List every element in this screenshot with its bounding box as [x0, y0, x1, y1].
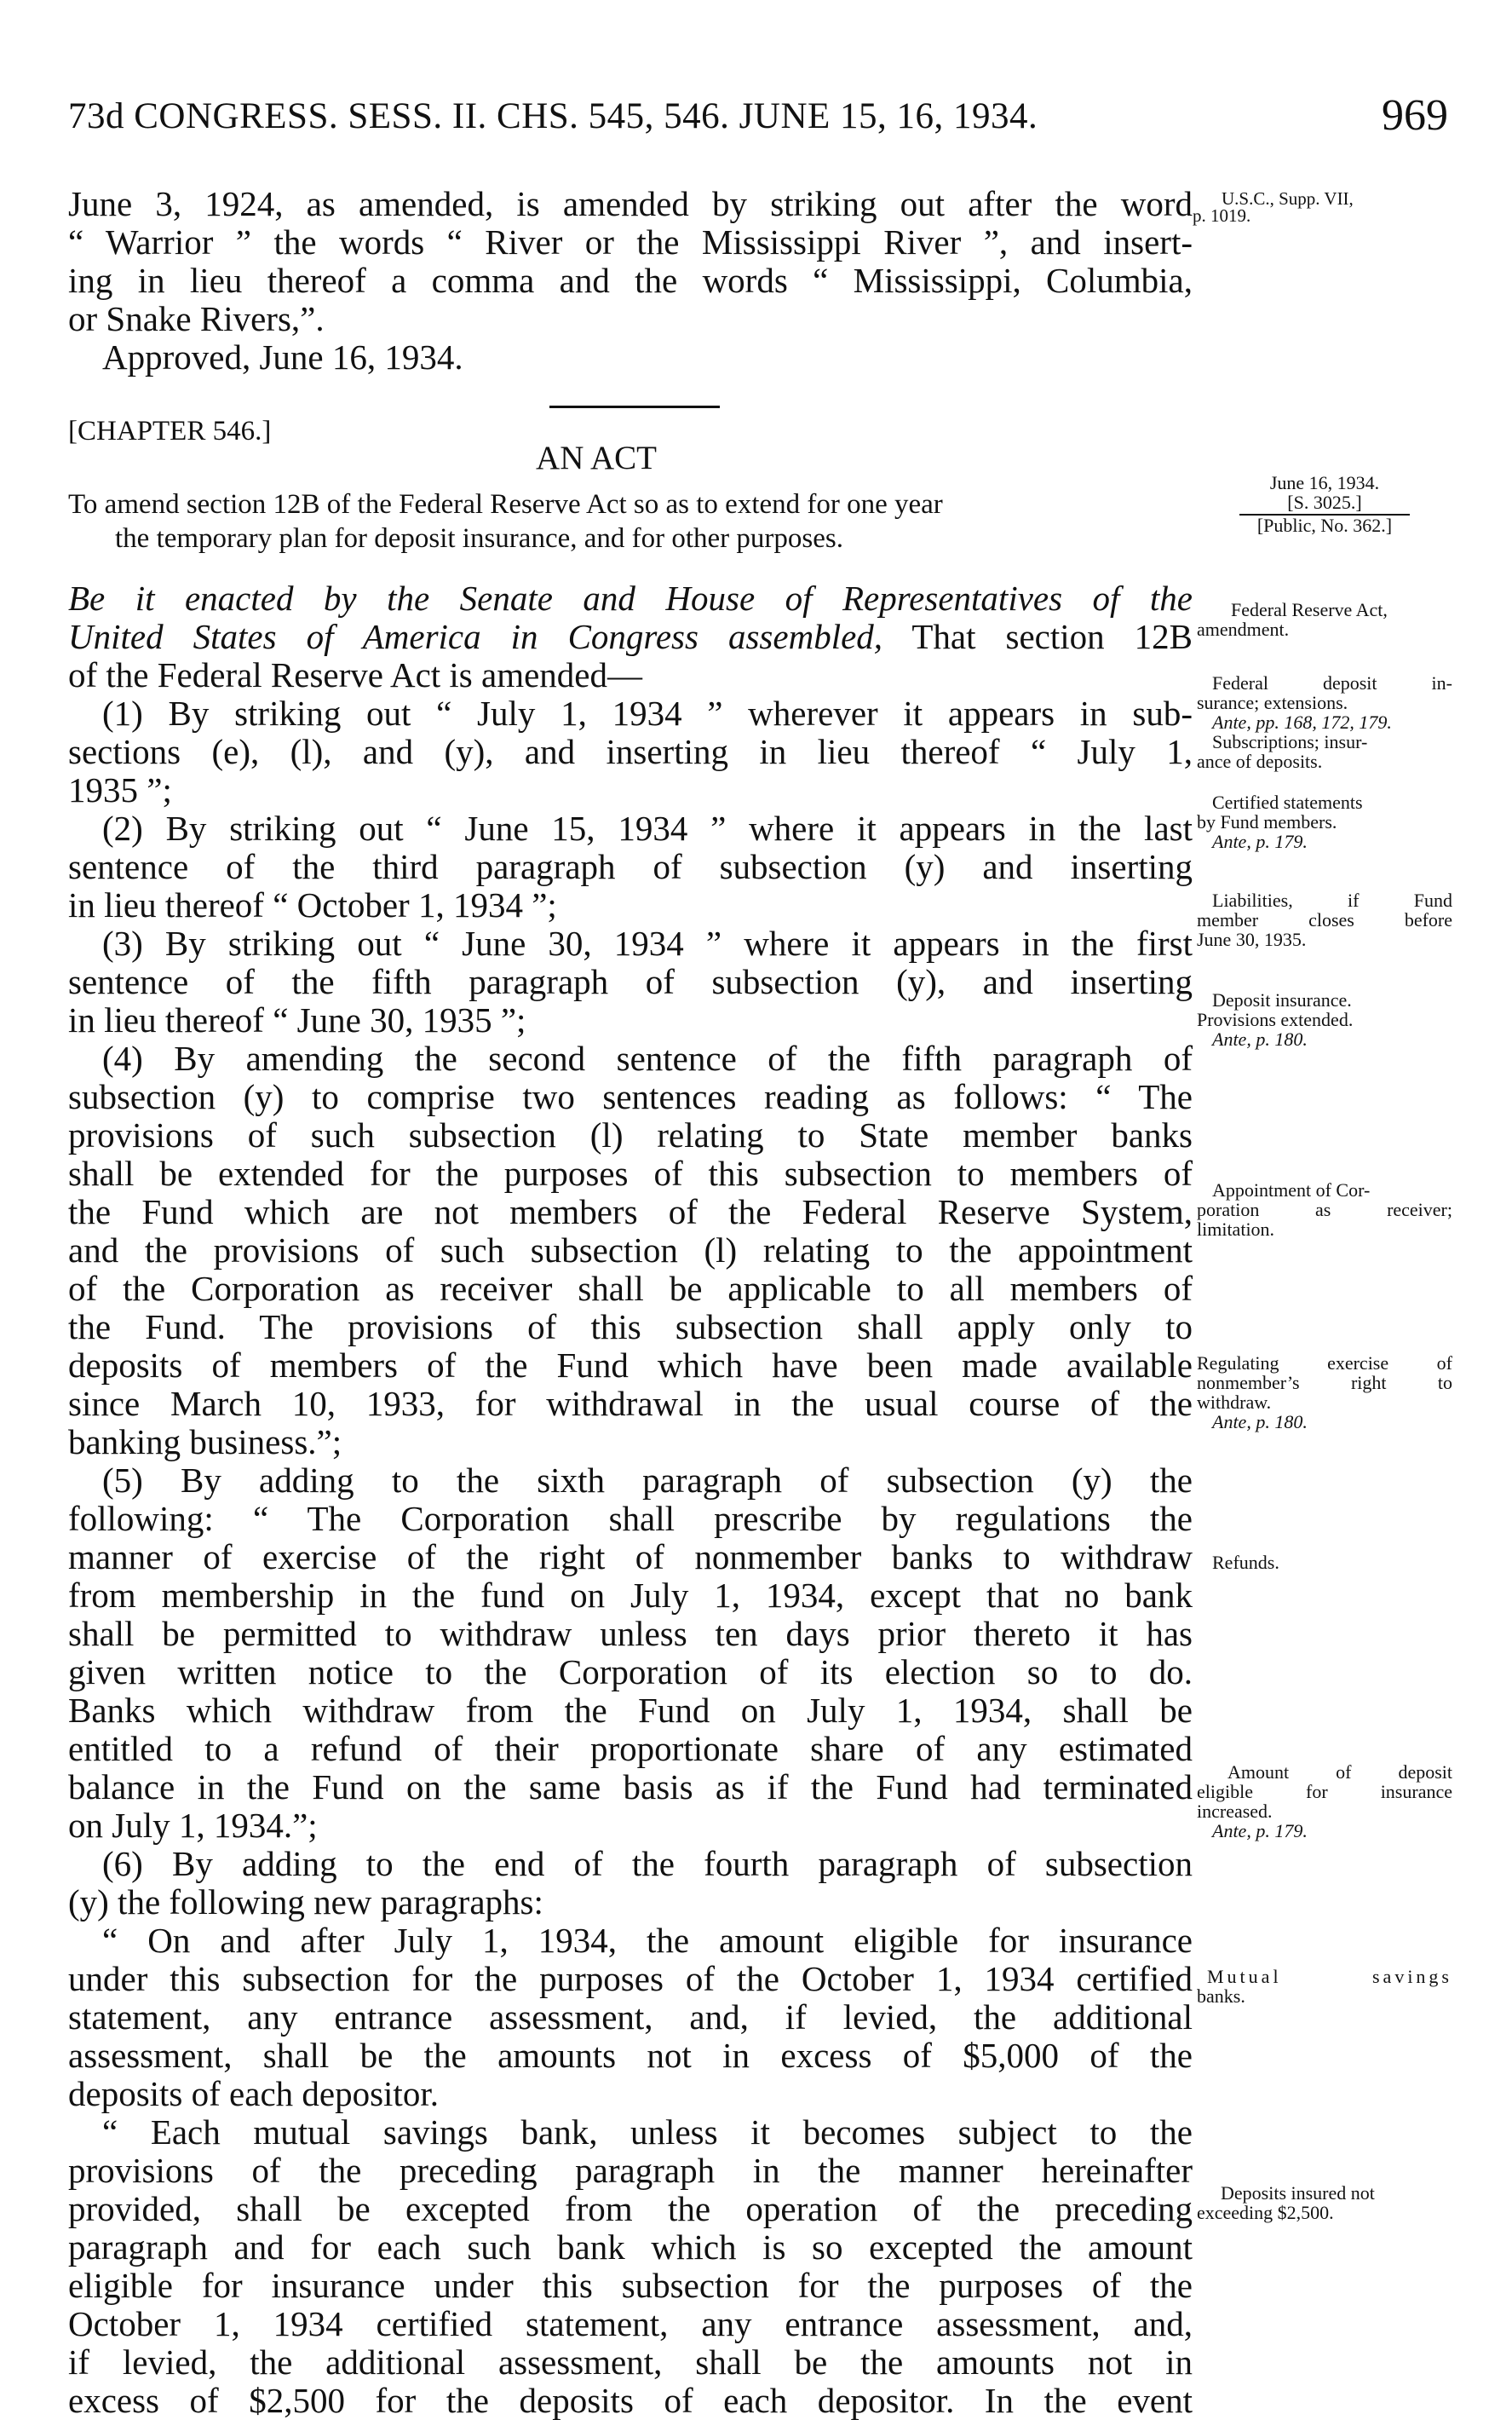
text-line: (2) By striking out “ June 15, 1934 ” where it appears in the last	[102, 809, 1193, 848]
margin-line: June 30, 1935.	[1197, 929, 1307, 950]
margin-note-deposits-insured	[1197, 2183, 1452, 2222]
chapter-label: [CHAPTER 546.]	[68, 416, 272, 447]
text-line: Banks which withdraw from the Fund on July 1, 1934, shall be	[68, 1691, 1193, 1730]
text-line: in lieu thereof “ June 30, 1935 ”;	[68, 1000, 526, 1040]
text-line: sentence of the third paragraph of subsection (y) and inserting	[68, 847, 1193, 886]
enacting-clause-roman: That section 12B	[911, 617, 1193, 656]
margin-line: Subscriptions; insur-	[1212, 731, 1368, 752]
chapter-divider	[549, 406, 720, 408]
margin-line: Ante, p. 180.	[1212, 1411, 1308, 1432]
text-line: banking business.”;	[68, 1422, 342, 1461]
margin-line: [Public, No. 362.]	[1256, 515, 1393, 536]
text-line: the Fund. The provisions of this subsection shall apply only to	[68, 1307, 1193, 1346]
enacting-clause	[68, 618, 1193, 656]
approved-line: Approved, June 16, 1934.	[102, 337, 463, 377]
margin-line: withdraw.	[1197, 1392, 1272, 1413]
margin-line: Deposit insurance.	[1212, 989, 1352, 1011]
margin-line: amendment.	[1197, 619, 1290, 640]
text-line: of the Corporation as receiver shall be applicable to all members of	[68, 1269, 1193, 1308]
margin-line: ance of deposits.	[1197, 751, 1323, 772]
margin-line: p. 1019.	[1193, 205, 1251, 226]
text-line: deposits of members of the Fund which have been made available	[68, 1345, 1193, 1385]
margin-line: Regulating exercise of	[1197, 1352, 1452, 1374]
text-line: under this subsection for the purposes of the October 1, 1934 certified	[68, 1959, 1193, 1998]
text-line: following: “ The Corporation shall prescribe by regulations the	[68, 1499, 1193, 1538]
text-line: “ Each mutual savings bank, unless it becomes subject to the	[102, 2112, 1193, 2152]
margin-line: [S. 3025.]	[1287, 492, 1362, 513]
margin-note-regulating	[1197, 1353, 1452, 1432]
prior-chapter-text	[68, 185, 1193, 377]
margin-line: Ante, p. 180.	[1212, 1028, 1308, 1050]
act-heading: AN ACT	[536, 440, 657, 476]
text-line: shall be permitted to withdraw unless ten days prior thereto it has	[68, 1614, 1193, 1653]
text-line: sentence of the fifth paragraph of subsection (y), and inserting	[68, 962, 1193, 1001]
margin-line: Deposits insured not	[1221, 2182, 1375, 2204]
margin-line: exceeding $2,500.	[1197, 2202, 1334, 2223]
text-line: from membership in the fund on July 1, 1934, except that no bank	[68, 1576, 1193, 1615]
margin-line: Ante, pp. 168, 172, 179.	[1212, 712, 1392, 733]
margin-line: banks.	[1197, 1985, 1245, 2007]
margin-line: nonmember’s right to	[1197, 1372, 1452, 1393]
margin-line: eligible for insurance	[1197, 1781, 1452, 1802]
text-line: deposits of each depositor.	[68, 2074, 439, 2113]
margin-line: limitation.	[1197, 1219, 1275, 1240]
margin-line: Liabilities, if Fund	[1212, 890, 1452, 911]
text-line: June 3, 1924, as amended, is amended by striking out after the word	[68, 184, 1193, 223]
margin-line: Ante, p. 179.	[1212, 831, 1308, 852]
text-line: provided, shall be excepted from the operation of the preceding	[68, 2189, 1193, 2228]
margin-line: surance; extensions.	[1197, 692, 1348, 713]
text-line: and the provisions of such subsection (l) relating to the appointment	[68, 1230, 1193, 1270]
act-title	[68, 487, 1193, 556]
text-line: (y) the following new paragraphs:	[68, 1882, 543, 1922]
text-line: “ Warrior ” the words “ River or the Mississippi River ”, and insert-	[68, 222, 1193, 262]
page-number: 969	[1382, 91, 1448, 140]
margin-note-amount	[1197, 1762, 1452, 1841]
text-line: (5) By adding to the sixth paragraph of subsection (y) the	[102, 1461, 1193, 1500]
margin-note-certified	[1197, 792, 1452, 851]
text-line: ing in lieu thereof a comma and the words “ Mississippi, Columbia,	[68, 261, 1193, 300]
margin-line: Refunds.	[1212, 1552, 1279, 1573]
enacting-clause: Be it enacted by the Senate and House of Representatives of the	[68, 579, 1193, 618]
text-line: shall be extended for the purposes of this subsection to members of	[68, 1154, 1193, 1193]
text-line: manner of exercise of the right of nonmember banks to withdraw	[68, 1537, 1193, 1576]
margin-line: increased.	[1197, 1801, 1273, 1822]
text-line: if levied, the additional assessment, shall be the amounts not in	[68, 2342, 1193, 2382]
text-line: paragraph and for each such bank which is so excepted the amount	[68, 2227, 1193, 2267]
margin-line: Federal Reserve Act,	[1231, 599, 1388, 620]
text-line: in lieu thereof “ October 1, 1934 ”;	[68, 885, 557, 925]
margin-line: Ante, p. 179.	[1212, 1820, 1308, 1841]
margin-line: Certified statements	[1212, 792, 1363, 813]
text-line: of the Federal Reserve Act is amended—	[68, 655, 642, 694]
margin-note-appointment	[1197, 1180, 1452, 1239]
text-line: provisions of such subsection (l) relating to State member banks	[68, 1115, 1193, 1155]
text-line: (4) By amending the second sentence of the fifth paragraph of	[102, 1039, 1193, 1078]
text-line: assessment, shall be the amounts not in excess of $5,000 of the	[68, 2036, 1193, 2075]
text-line: 1935 ”;	[68, 770, 172, 810]
text-line: “ On and after July 1, 1934, the amount eligible for insurance	[102, 1921, 1193, 1960]
text-line: eligible for insurance under this subsection for the purposes of the	[68, 2266, 1193, 2305]
margin-line: Federal deposit in-	[1212, 672, 1452, 694]
margin-note-deposit-provisions	[1197, 990, 1452, 1049]
text-line: on July 1, 1934.”;	[68, 1806, 318, 1845]
margin-note-liabilities	[1197, 890, 1452, 949]
margin-line: member closes before	[1197, 909, 1452, 931]
margin-note-refunds	[1197, 1553, 1452, 1572]
margin-note-mutual	[1197, 1967, 1452, 2006]
text-line: (3) By striking out “ June 30, 1934 ” where it appears in the first	[102, 924, 1193, 963]
act-title-line: To amend section 12B of the Federal Reserve Act so as to extend for one year	[68, 489, 943, 520]
margin-line: Appointment of Cor-	[1212, 1179, 1371, 1201]
margin-line: Amount of deposit	[1227, 1761, 1452, 1783]
text-line: balance in the Fund on the same basis as if the Fund had terminated	[68, 1767, 1193, 1806]
enacting-clause-italic: United States of America in Congress assembled,	[68, 617, 883, 656]
margin-line: poration as receiver;	[1197, 1199, 1452, 1220]
running-head: 73d CONGRESS. SESS. II. CHS. 545, 546. JUNE 15, 16, 1934.	[68, 96, 1038, 136]
text-line: the Fund which are not members of the Federal Reserve System,	[68, 1192, 1193, 1231]
text-line: (6) By adding to the end of the fourth paragraph of subsection	[102, 1844, 1193, 1883]
text-line: subsection (y) to comprise two sentences reading as follows: “ The	[68, 1077, 1193, 1116]
text-line: given written notice to the Corporation of its election so to do.	[68, 1652, 1193, 1691]
text-line: since March 10, 1933, for withdrawal in the usual course of the	[68, 1384, 1193, 1423]
margin-line: Mutual savings	[1207, 1966, 1452, 1987]
act-title-line: the temporary plan for deposit insurance, and for other purposes.	[115, 523, 843, 554]
margin-note-deposit-insurance	[1197, 673, 1452, 771]
text-line: or Snake Rivers,”.	[68, 299, 325, 338]
margin-line: by Fund members.	[1197, 811, 1337, 833]
text-line: provisions of the preceding paragraph in the manner hereinafter	[68, 2151, 1193, 2190]
act-body	[68, 579, 1193, 2420]
running-header	[68, 91, 1448, 147]
margin-note-date	[1197, 473, 1452, 535]
margin-note-usc	[1193, 189, 1448, 226]
text-line: excess of $2,500 for the deposits of each depositor. In the event	[68, 2381, 1193, 2420]
text-line: sections (e), (l), and (y), and inserting in lieu thereof “ July 1,	[68, 732, 1193, 771]
margin-line: Provisions extended.	[1197, 1009, 1354, 1030]
margin-note-frb	[1197, 600, 1452, 639]
margin-line: U.S.C., Supp. VII,	[1222, 188, 1354, 209]
text-line: (1) By striking out “ July 1, 1934 ” wherever it appears in sub-	[102, 694, 1193, 733]
text-line: October 1, 1934 certified statement, any entrance assessment, and,	[68, 2304, 1193, 2343]
text-line: statement, any entrance assessment, and, if levied, the additional	[68, 1997, 1193, 2037]
text-line: entitled to a refund of their proportionate share of any estimated	[68, 1729, 1193, 1768]
margin-line: June 16, 1934.	[1269, 472, 1380, 493]
